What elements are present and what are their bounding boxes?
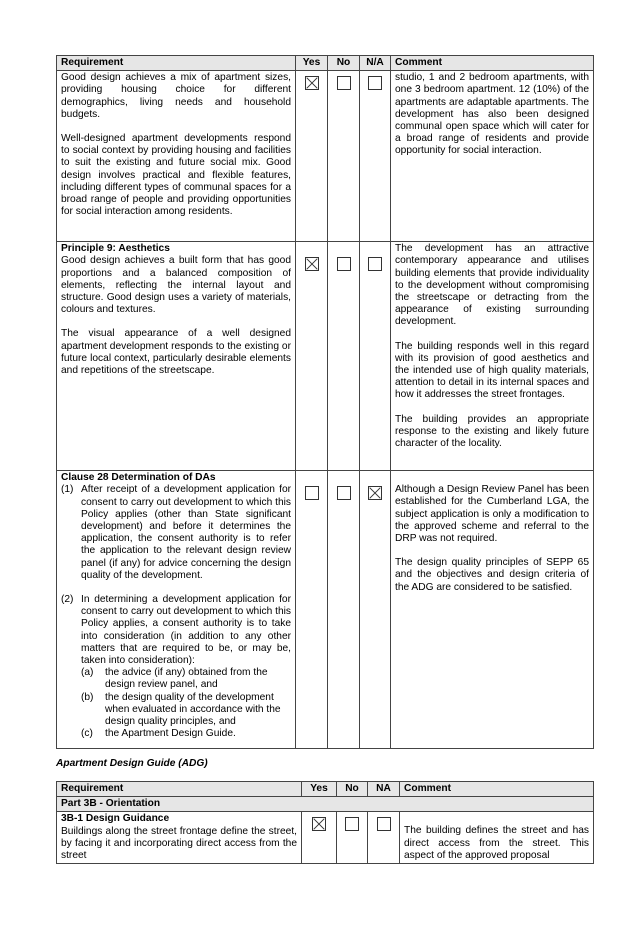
clause-item	[61, 594, 291, 667]
no-checkbox[interactable]	[345, 817, 359, 831]
sepp65-compliance-table	[56, 55, 594, 749]
clause-subitem	[61, 692, 291, 729]
yes-cell	[296, 471, 328, 749]
principle-title: Principle 9: Aesthetics	[61, 243, 170, 255]
yes-cell	[296, 242, 328, 471]
comment-text: The building defines the street and has direct access from the street. This aspect of the approved proposal	[404, 825, 589, 861]
col-header-yes: Yes	[302, 782, 337, 797]
comment-cell	[391, 71, 594, 242]
comment-text: studio, 1 and 2 bedroom apartments, with one 3 bedroom apartment. 12 (10%) of the apartments are adaptable apartments. The development has also been designed communal open space which will cater for a broad range of residents and provide opportunity for social interaction.	[395, 72, 589, 157]
clause-title: Clause 28 Determination of DAs	[61, 472, 216, 484]
comment-cell	[391, 242, 594, 471]
requirement-text: Buildings along the street frontage define the street, by facing it and incorporating direct access from the street	[61, 825, 297, 862]
col-header-requirement: Requirement	[57, 56, 296, 71]
table-row	[57, 71, 594, 242]
na-cell	[360, 71, 391, 242]
requirement-cell	[57, 471, 296, 749]
yes-cell	[296, 71, 328, 242]
no-checkbox[interactable]	[337, 486, 351, 500]
subitem-letter: (b)	[81, 691, 94, 703]
no-checkbox[interactable]	[337, 257, 351, 271]
col-header-na: N/A	[360, 56, 391, 71]
no-cell	[328, 71, 360, 242]
yes-checkbox-checked[interactable]	[305, 257, 319, 271]
item-text: In determining a development application for consent to carry out development to which this Policy applies, a consent authority is to take into consideration (in addition to any other matters that are required to be, or may be, taken into consideration):	[81, 594, 291, 667]
comment-text: Although a Design Review Panel has been established for the Cumberland LGA, the subject application is only a modification to the approved scheme and referral to the DRP was not required.	[395, 484, 589, 545]
requirement-text: Good design achieves a built form that has good proportions and a balanced composition of elements, reflecting the internal layout and structure. Good design uses a variety of materials, colours and textures.	[61, 255, 291, 316]
subitem-letter: (c)	[81, 728, 93, 740]
requirement-cell	[57, 242, 296, 471]
table-row	[57, 812, 594, 864]
na-cell	[360, 471, 391, 749]
comment-cell	[391, 471, 594, 749]
guidance-title: 3B-1 Design Guidance	[61, 813, 170, 825]
yes-checkbox-checked[interactable]	[305, 76, 319, 90]
col-header-na: NA	[368, 782, 400, 797]
subitem-letter: (a)	[81, 667, 94, 679]
na-cell	[368, 812, 400, 864]
comment-text: The building responds well in this regard with its provision of good aesthetics and the intended use of high quality materials, attention to detail in its internal spaces and how it addresses the street frontages.	[395, 340, 589, 401]
clause-subitem	[61, 667, 291, 691]
yes-checkbox[interactable]	[305, 486, 319, 500]
yes-checkbox-checked[interactable]	[312, 817, 326, 831]
col-header-no: No	[328, 56, 360, 71]
requirement-cell	[57, 812, 302, 864]
comment-text: The development has an attractive contemporary appearance and utilises building elements that provide individuality to the development without compromising the streetscape or detracting from the appearance of existing surrounding development.	[395, 243, 589, 328]
clause-subitem	[61, 728, 291, 740]
na-checkbox-checked[interactable]	[368, 486, 382, 500]
comment-text: The design quality principles of SEPP 65 and the objectives and design criteria of the ADG are considered to be satisfied.	[395, 557, 589, 593]
col-header-no: No	[337, 782, 368, 797]
col-header-comment: Comment	[400, 782, 594, 797]
item-number: (2)	[61, 594, 74, 606]
item-number: (1)	[61, 484, 74, 496]
na-cell	[360, 242, 391, 471]
na-checkbox[interactable]	[368, 76, 382, 90]
no-cell	[328, 471, 360, 749]
clause-item	[61, 484, 291, 582]
requirement-text: The visual appearance of a well designed apartment development responds to the existing or future local context, particularly desirable elements and repetitions of the streetscape.	[61, 328, 291, 377]
table-header-row	[57, 782, 594, 797]
section-heading: Apartment Design Guide (ADG)	[56, 758, 208, 769]
comment-text: The building provides an appropriate response to the existing and likely future character of the locality.	[395, 413, 589, 450]
part-heading: Part 3B - Orientation	[57, 797, 594, 812]
part-row	[57, 797, 594, 812]
subitem-text: the Apartment Design Guide.	[105, 728, 236, 740]
no-cell	[328, 242, 360, 471]
table-row	[57, 242, 594, 471]
no-cell	[337, 812, 368, 864]
table-row	[57, 471, 594, 749]
adg-compliance-table	[56, 781, 594, 864]
requirement-cell	[57, 71, 296, 242]
col-header-requirement: Requirement	[57, 782, 302, 797]
requirement-text: Well-designed apartment developments respond to social context by providing housing and facilities to suit the existing and future social mix. Good design involves practical and flexible features, including different types of communal spaces for a broad range of people and providing opportunities for social interaction among residents.	[61, 133, 291, 218]
yes-cell	[302, 812, 337, 864]
na-checkbox[interactable]	[377, 817, 391, 831]
item-text: After receipt of a development application for consent to carry out development to which this Policy applies (other than State significant development) and before it determines the application, the consent authority is to refer the application to the relevant design review panel (if any) for advice concerning the design quality of the development.	[81, 484, 291, 581]
na-checkbox[interactable]	[368, 257, 382, 271]
no-checkbox[interactable]	[337, 76, 351, 90]
subitem-text: the advice (if any) obtained from the design review panel, and	[105, 667, 268, 691]
subitem-text: the design quality of the development when evaluated in accordance with the design quality principles, and	[105, 691, 281, 728]
col-header-comment: Comment	[391, 56, 594, 71]
table-header-row	[57, 56, 594, 71]
requirement-text: Good design achieves a mix of apartment sizes, providing housing choice for different demographics, living needs and household budgets.	[61, 72, 291, 120]
col-header-yes: Yes	[296, 56, 328, 71]
comment-cell	[400, 812, 594, 864]
